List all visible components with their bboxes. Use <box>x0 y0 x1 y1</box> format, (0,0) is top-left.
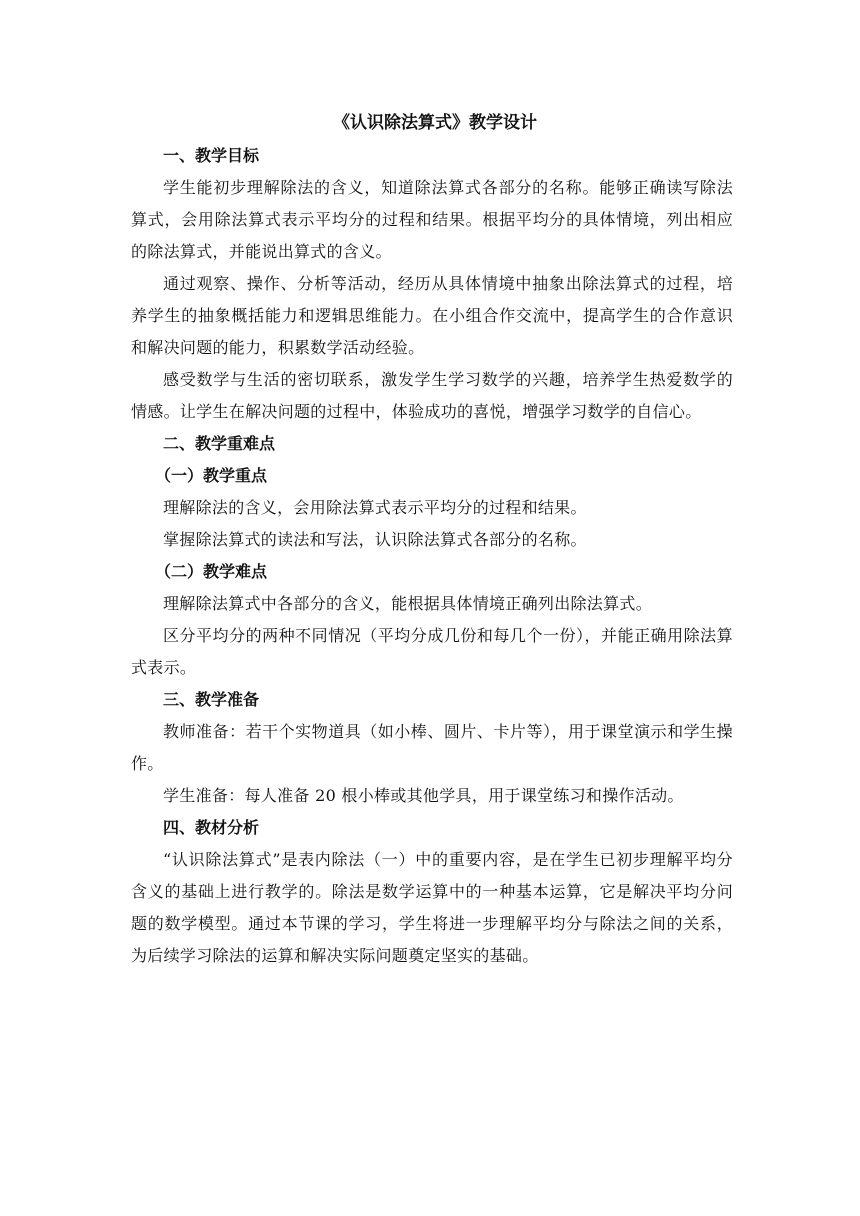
section-heading-key-points: 二、教学重难点 <box>163 434 276 453</box>
section-heading-objectives: 一、教学目标 <box>163 146 260 165</box>
document-title: 《认识除法算式》教学设计 <box>333 113 537 133</box>
paragraph: 理解除法的含义，会用除法算式表示平均分的过程和结果。 <box>163 498 587 517</box>
paragraph: 学生准备：每人准备 20 根小棒或其他学具，用于课堂练习和操作活动。 <box>163 786 684 805</box>
paragraph: “认识除法算式”是表内除法（一）中的重要内容，是在学生已初步理解平均分含义的基础上进行教学的。除法是数学运算中的一种基本运算，它是解决平均分问题的数学模型。通过本节课的学习，学生将进一步理解平均分与除法之间的关系，为后续学习除法的运算和解决实际问题奠定坚实的基础。 <box>131 850 733 965</box>
paragraph: 感受数学与生活的密切联系，激发学生学习数学的兴趣，培养学生热爱数学的情感。让学生在解决问题的过程中，体验成功的喜悦，增强学习数学的自信心。 <box>131 370 733 421</box>
paragraph: 学生能初步理解除法的含义，知道除法算式各部分的名称。能够正确读写除法算式，会用除法算式表示平均分的过程和结果。根据平均分的具体情境，列出相应的除法算式，并能说出算式的含义。 <box>131 178 733 261</box>
section-heading-preparation: 三、教学准备 <box>163 690 260 709</box>
paragraph: 通过观察、操作、分析等活动，经历从具体情境中抽象出除法算式的过程，培养学生的抽象概括能力和逻辑思维能力。在小组合作交流中，提高学生的合作意识和解决问题的能力，积累数学活动经验。 <box>131 274 733 357</box>
paragraph: 掌握除法算式的读法和写法，认识除法算式各部分的名称。 <box>163 530 587 549</box>
paragraph: 区分平均分的两种不同情况（平均分成几份和每几个一份），并能正确用除法算式表示。 <box>131 626 733 677</box>
section-heading-textbook-analysis: 四、教材分析 <box>163 818 260 837</box>
document-body <box>131 106 733 972</box>
paragraph: 理解除法算式中各部分的含义，能根据具体情境正确列出除法算式。 <box>163 594 653 613</box>
subsection-heading-focus: （一）教学重点 <box>155 466 268 485</box>
subsection-heading-difficulty: （二）教学难点 <box>155 562 268 581</box>
paragraph: 教师准备：若干个实物道具（如小棒、圆片、卡片等），用于课堂演示和学生操作。 <box>131 722 733 773</box>
